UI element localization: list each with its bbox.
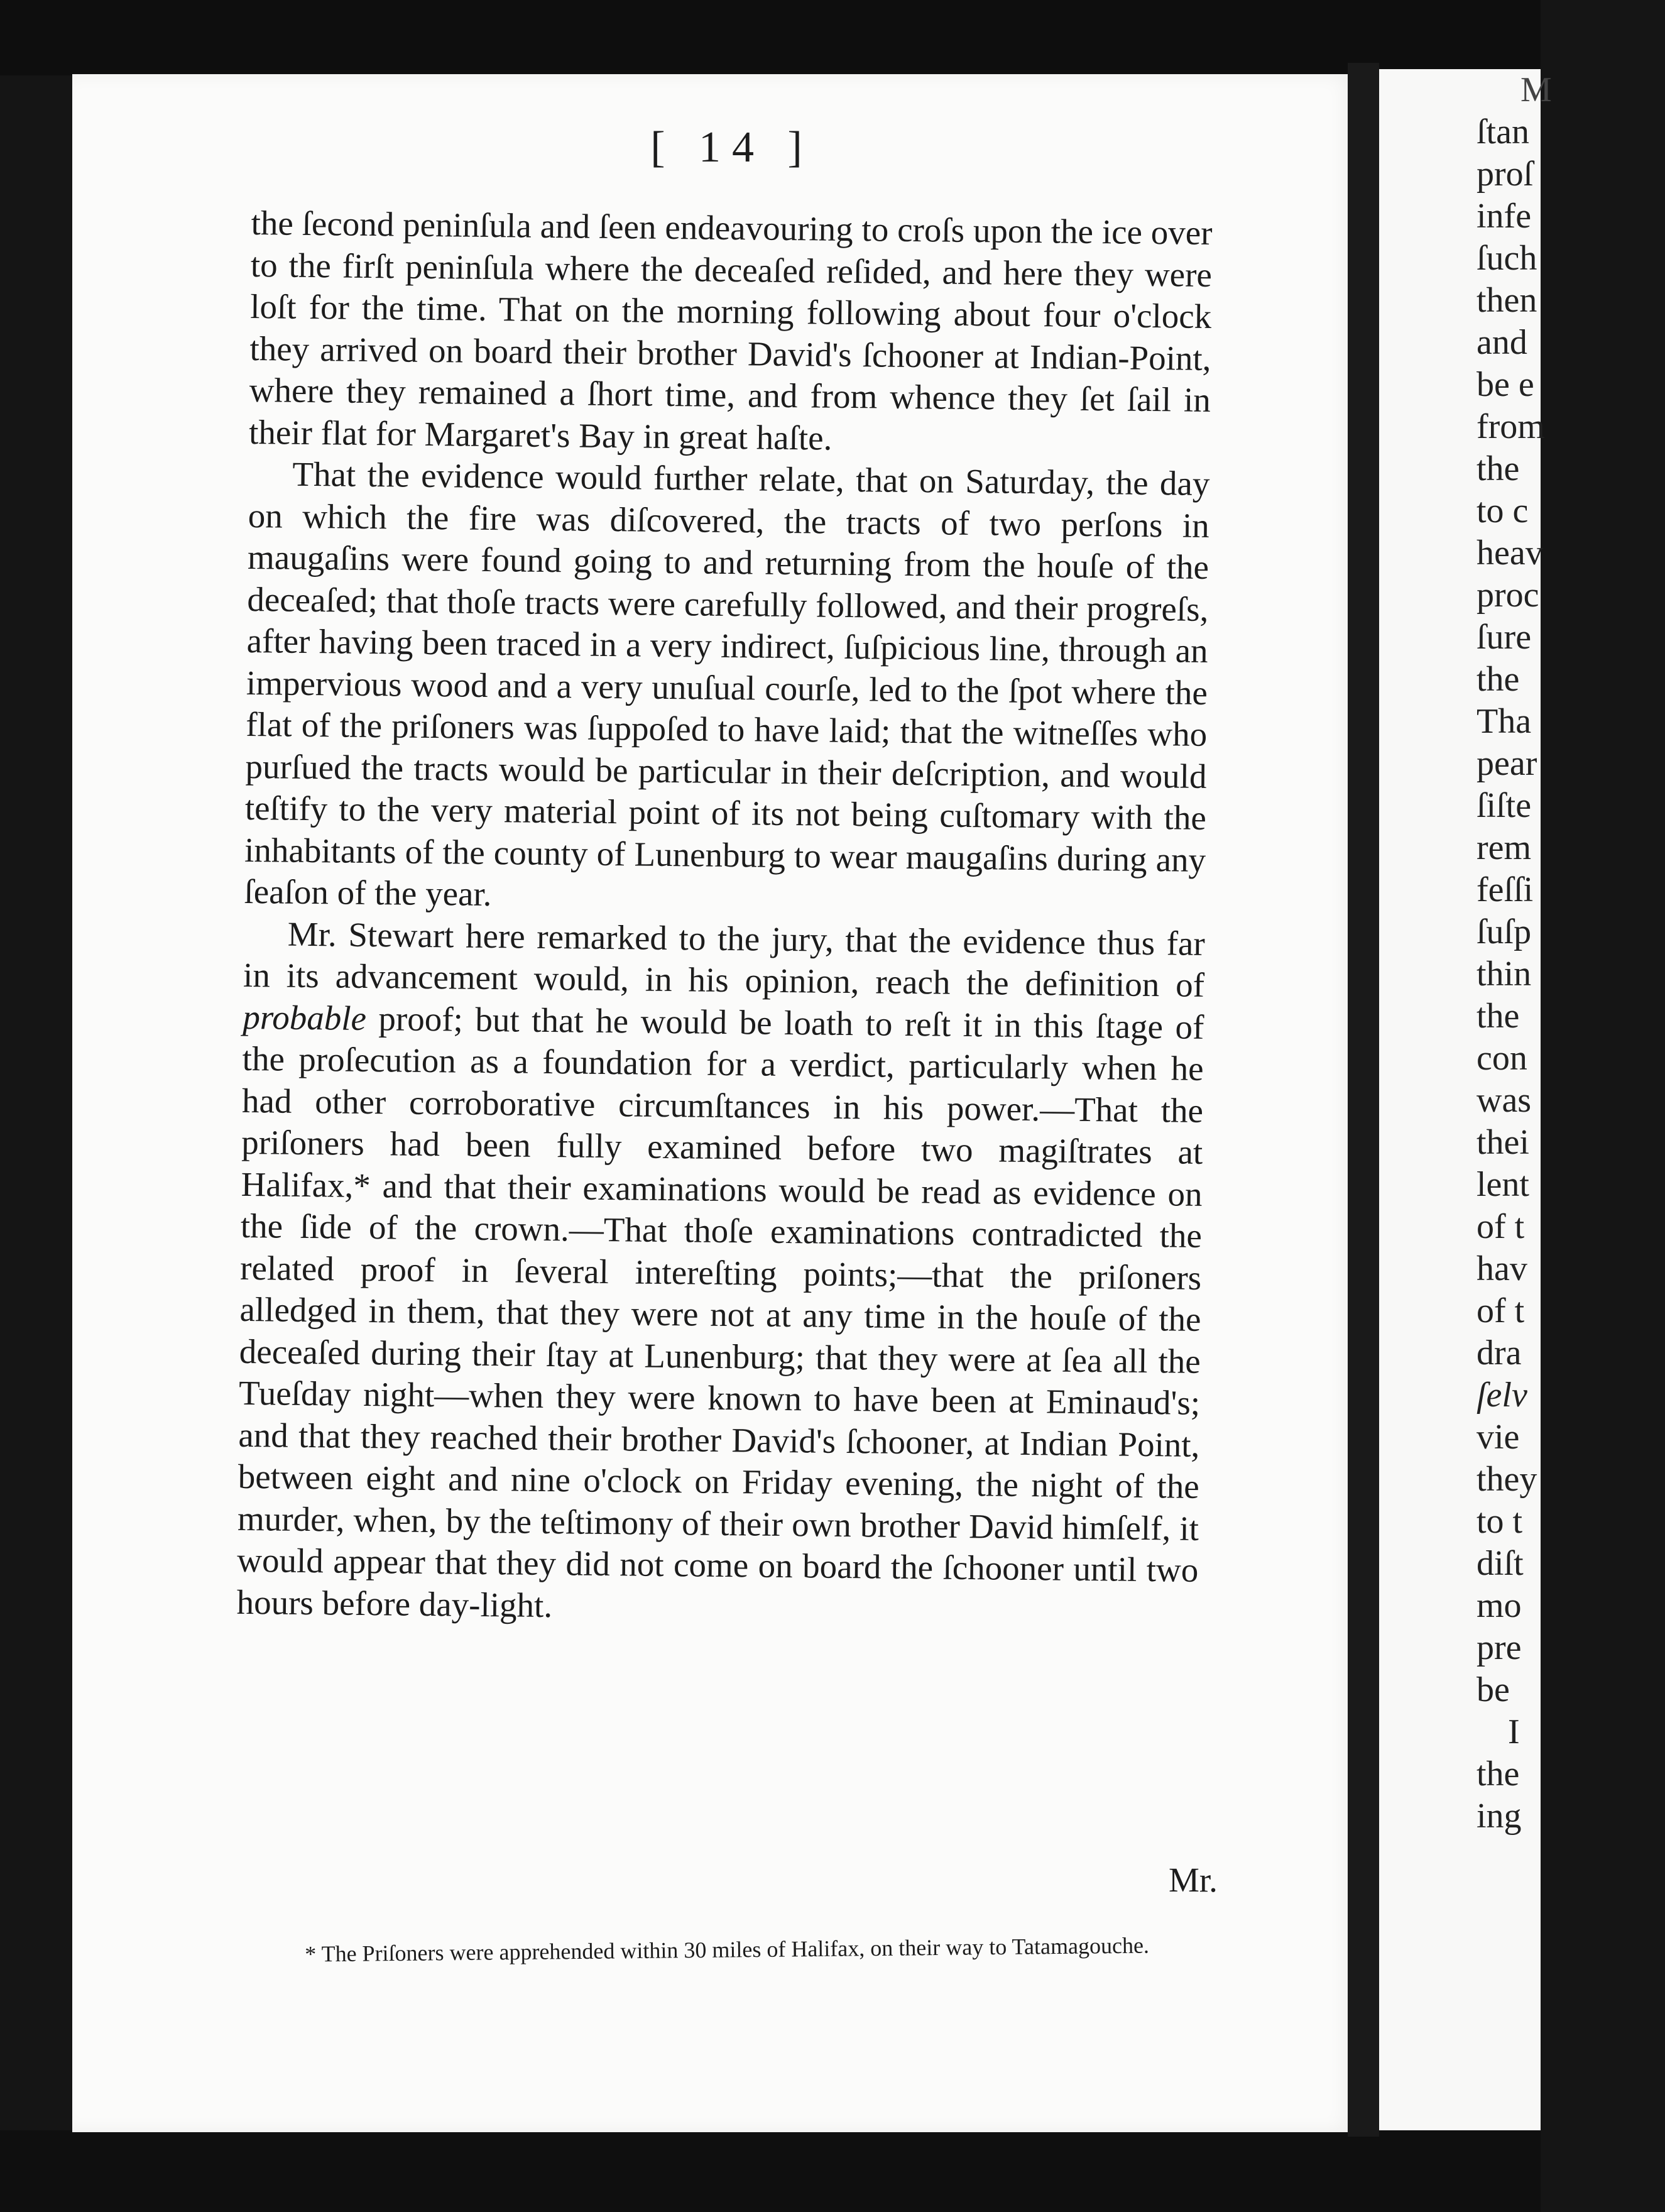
facing-page-line: ſuſp bbox=[1477, 912, 1532, 951]
facing-page-line: be e bbox=[1477, 365, 1534, 404]
facing-page-line: from bbox=[1477, 407, 1545, 446]
paragraph-1-text: the ſecond peninſula and ſeen endeavouring to croſs upon the ice over to the firſt peninſula where the deceaſed reſided, and here they were loſt for the time. That on the morning following about four o'clock they arrived on board their brother David's ſchooner at Indian-Point, where they remained a ſhort time, and from whence they ſet ſail in their flat for Margaret's Bay in great haſte. bbox=[248, 203, 1213, 457]
facing-page-line: pre bbox=[1477, 1628, 1522, 1667]
facing-page-line: infe bbox=[1477, 197, 1532, 236]
facing-page-line: the bbox=[1477, 449, 1520, 488]
facing-page-line: be bbox=[1477, 1670, 1510, 1709]
paragraph-2-text: That the evidence would further relate, that on Saturday, the day on which the fire was diſcovered, the tracts of two perſons in maugaſins were found going to and returning from the houſe of the deceaſed; that thoſe tracts were carefully followed, and their progreſs, after having been traced in a very indirect, ſuſpicious line, through an impervious wood and a very unuſual courſe, led to the ſpot where the flat of the priſoners was ſuppoſed to have laid; that the witneſſes who purſued the tracts would be particular in their deſcription, and would teſtify to the very material point of its not being cuſtomary with the inhabitants of the county of Lunenburg to wear maugaſins during any ſeaſon of the year. bbox=[244, 454, 1210, 914]
paragraph-1 bbox=[249, 202, 1213, 463]
facing-page-line: I bbox=[1508, 1712, 1520, 1751]
facing-page-line: thin bbox=[1477, 955, 1532, 994]
paragraph-3 bbox=[236, 912, 1205, 1633]
facing-page-line: proſ bbox=[1477, 155, 1534, 194]
facing-page-line: Tha bbox=[1477, 702, 1532, 741]
facing-page-line: heav bbox=[1477, 534, 1543, 572]
facing-page-line: the bbox=[1477, 1755, 1520, 1793]
facing-page-line: M bbox=[1520, 70, 1552, 109]
facing-page-line: diſt bbox=[1477, 1544, 1524, 1583]
facing-page-line: feſſi bbox=[1477, 870, 1534, 909]
facing-page-text bbox=[1477, 69, 1665, 1837]
facing-page-line: con bbox=[1477, 1039, 1527, 1078]
facing-page-line: thei bbox=[1477, 1123, 1529, 1162]
facing-page-line: was bbox=[1477, 1081, 1532, 1120]
facing-page-line: the bbox=[1477, 997, 1520, 1036]
facing-page-line: ſelv bbox=[1477, 1376, 1527, 1415]
page-number-header: [ 14 ] bbox=[650, 123, 814, 172]
facing-page-line: they bbox=[1477, 1460, 1537, 1499]
facing-page-line: hav bbox=[1477, 1249, 1527, 1288]
scan-background-top bbox=[0, 0, 1541, 75]
paragraph-3-text-a: Mr. Stewart here remarked to the jury, that the evidence thus far in its advancement would, in his opinion, reach the definition of bbox=[243, 914, 1206, 1004]
catchword: Mr. bbox=[1169, 1861, 1218, 1899]
paragraph-3-italic: probable bbox=[243, 997, 367, 1038]
facing-page-line: ſtan bbox=[1477, 112, 1529, 151]
facing-page-line: pear bbox=[1477, 744, 1537, 783]
facing-page-line: to c bbox=[1477, 491, 1529, 530]
facing-page-line: lent bbox=[1477, 1165, 1529, 1204]
facing-page-line: ing bbox=[1477, 1797, 1522, 1836]
facing-page-line: proc bbox=[1477, 576, 1539, 615]
facing-page-line: mo bbox=[1477, 1586, 1522, 1625]
facing-page-line: the bbox=[1477, 660, 1520, 699]
facing-page-line: ſure bbox=[1477, 618, 1532, 657]
facing-page-line: rem bbox=[1477, 828, 1532, 867]
facing-page-line: dra bbox=[1477, 1333, 1522, 1372]
book-page-right bbox=[1379, 69, 1552, 2130]
book-gutter bbox=[1348, 63, 1379, 2137]
facing-page-line: ſiſte bbox=[1477, 786, 1532, 825]
facing-page-line: vie bbox=[1477, 1418, 1520, 1457]
facing-page-line: and bbox=[1477, 323, 1527, 362]
paragraph-3-text-b: proof; but that he would be loath to reſt it in this ſtage of the proſecution as a foundation for a verdict, particularly when he had other corroborative circumſtances in his power.—That the priſoners had been fully examined before two magiſtrates at Halifax,* and that their examinations would be read as evidence on the ſide of the crown.—That thoſe examinations contradicted the related proof in ſeveral intereſting points;—that the priſoners alledged in them, that they were not at any time in the houſe of the deceaſed during their ſtay at Lunenburg; that they were at ſea all the Tueſday night—when they were known to have been at Eminaud's; and that they reached their brother David's ſchooner, at Indian Point, between eight and nine o'clock on Friday evening, the night of the murder, when, by the teſtimony of their own brother David himſelf, it would appear that they did not come on board the ſchooner until two hours before day-light. bbox=[236, 999, 1204, 1624]
facing-page-line: ſuch bbox=[1477, 239, 1537, 278]
main-text bbox=[236, 202, 1213, 1633]
facing-page-line: then bbox=[1477, 281, 1537, 320]
scan-background-bottom bbox=[0, 2130, 1541, 2212]
facing-page-line: to t bbox=[1477, 1502, 1523, 1541]
paragraph-2 bbox=[244, 453, 1210, 923]
facing-page-line: of t bbox=[1477, 1291, 1525, 1330]
footnote-text: * The Priſoners were apprehended within 30 miles of Halifax, on their way to Tatamagouche. bbox=[305, 1932, 1150, 1967]
facing-page-line: of t bbox=[1477, 1207, 1525, 1246]
